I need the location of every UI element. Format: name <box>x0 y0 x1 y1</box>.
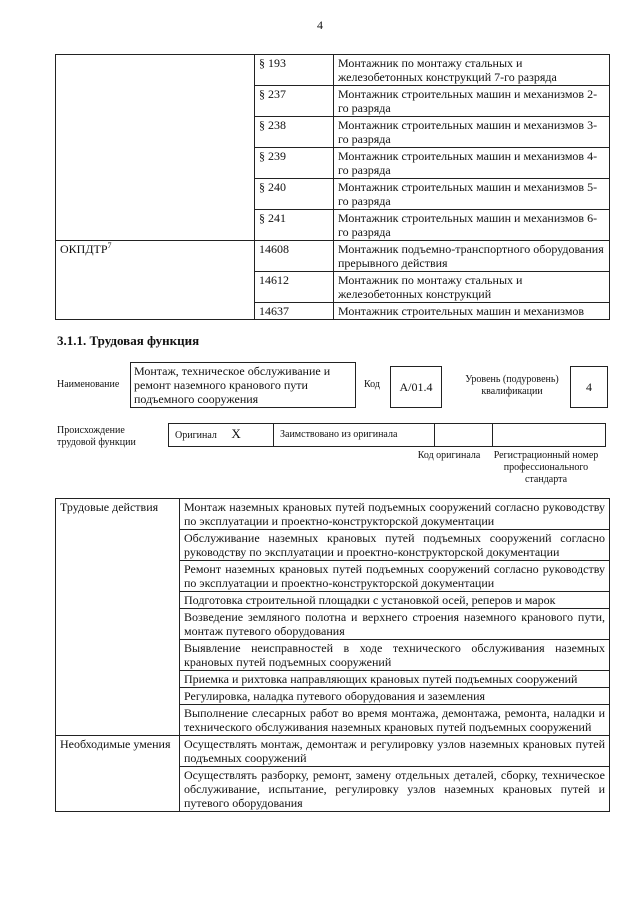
codes-code-cell: 14637 <box>255 303 334 320</box>
codes-row <box>56 55 610 86</box>
name-label: Наименование <box>57 379 120 390</box>
codes-group-cell <box>56 303 255 320</box>
codes-row <box>56 272 610 303</box>
skill-label: Необходимые умения <box>56 736 180 812</box>
code-label: Код <box>364 379 380 390</box>
code-value-box <box>390 366 442 408</box>
codes-group-cell <box>56 272 255 303</box>
borrowed-cell <box>274 424 435 447</box>
skill-row <box>56 736 610 767</box>
labor-action-row <box>56 499 610 530</box>
codes-row <box>56 210 610 241</box>
labor-action-item: Регулировка, наладка путевого оборудования и заземления <box>180 688 610 705</box>
origin-label: Происхождение трудовой функции <box>57 425 136 448</box>
codes-name-cell: Монтажник строительных машин и механизмов 6-го разряда <box>334 210 610 241</box>
codes-row <box>56 117 610 148</box>
codes-name-cell: Монтажник строительных машин и механизмов 3-го разряда <box>334 117 610 148</box>
codes-code-cell: § 239 <box>255 148 334 179</box>
labor-action-item: Выполнение слесарных работ во время монтажа, демонтажа, ремонта, наладки и технического обслуживания наземных крановых путей подъемных сооружений <box>180 705 610 736</box>
codes-name-cell: Монтажник по монтажу стальных и железобетонных конструкций <box>334 272 610 303</box>
codes-group-cell <box>56 86 255 117</box>
section-title: 3.1.1. Трудовая функция <box>57 333 200 348</box>
origin-table <box>168 423 606 447</box>
codes-code-cell: § 238 <box>255 117 334 148</box>
codes-row <box>56 86 610 117</box>
original-cell <box>169 424 274 447</box>
codes-name-cell: Монтажник строительных машин и механизмов 4-го разряда <box>334 148 610 179</box>
labor-action-item: Ремонт наземных крановых путей подъемных сооружений согласно руководству по эксплуатации и проектно-конструкторской документации <box>180 561 610 592</box>
level-value-box <box>570 366 608 408</box>
qualification-codes-table <box>55 54 610 320</box>
reg-number-caption: Регистрационный номер профессионального стандарта <box>493 450 599 485</box>
function-code-value: А/01.4 <box>399 380 433 394</box>
reg-number-cell <box>493 424 606 447</box>
code-original-cell <box>435 424 493 447</box>
skill-item: Осуществлять монтаж, демонтаж и регулировку узлов наземных крановых путей подъемных сооружений <box>180 736 610 767</box>
codes-group-cell <box>56 55 255 86</box>
skill-item: Осуществлять разборку, ремонт, замену отдельных деталей, сборку, техническое обслуживание, испытание, регулировку узлов наземных крановых путей и путевого оборудования <box>180 767 610 812</box>
function-name-box <box>130 362 356 408</box>
codes-code-cell: 14608 <box>255 241 334 272</box>
codes-row <box>56 148 610 179</box>
codes-row <box>56 179 610 210</box>
codes-group-cell <box>56 210 255 241</box>
codes-name-cell: Монтажник строительных машин и механизмов <box>334 303 610 320</box>
codes-name-cell: Монтажник строительных машин и механизмов 5-го разряда <box>334 179 610 210</box>
codes-name-cell: Монтажник строительных машин и механизмов 2-го разряда <box>334 86 610 117</box>
level-label: Уровень (подуровень) квалификации <box>465 374 559 397</box>
code-original-caption: Код оригинала <box>417 450 481 461</box>
labor-action-item: Выявление неисправностей в ходе технического обслуживания наземных крановых путей подъемных сооружений <box>180 640 610 671</box>
labor-actions-table <box>55 498 610 812</box>
labor-action-item: Обслуживание наземных крановых путей подъемных сооружений согласно руководству по эксплуатации и проектно-конструкторской документации <box>180 530 610 561</box>
labor-action-item: Возведение земляного полотна и верхнего строения наземного кранового пути, монтаж путевого оборудования <box>180 609 610 640</box>
codes-row <box>56 303 610 320</box>
codes-group-cell <box>56 241 255 272</box>
function-name-value: Монтаж, техническое обслуживание и ремонт наземного кранового пути подъемного сооружения <box>134 364 331 406</box>
codes-code-cell: § 193 <box>255 55 334 86</box>
codes-group-label: ОКПДТР <box>60 242 108 256</box>
codes-name-cell: Монтажник подъемно-транспортного оборудования прерывного действия <box>334 241 610 272</box>
codes-group-cell <box>56 179 255 210</box>
codes-name-cell: Монтажник по монтажу стальных и железобетонных конструкций 7-го разряда <box>334 55 610 86</box>
page-number: 4 <box>317 18 323 32</box>
level-value: 4 <box>586 380 592 394</box>
codes-group-cell <box>56 148 255 179</box>
labor-action-item: Монтаж наземных крановых путей подъемных сооружений согласно руководству по эксплуатации и проектно-конструкторской документации <box>180 499 610 530</box>
codes-row <box>56 241 610 272</box>
codes-code-cell: 14612 <box>255 272 334 303</box>
labor-action-item: Приемка и рихтовка направляющих крановых путей подъемных сооружений <box>180 671 610 688</box>
codes-code-cell: § 241 <box>255 210 334 241</box>
footnote-mark: 7 <box>107 241 112 250</box>
original-label: Оригинал <box>175 430 217 441</box>
labor-action-item: Подготовка строительной площадки с установкой осей, реперов и марок <box>180 592 610 609</box>
borrowed-label: Заимствовано из оригинала <box>280 429 398 440</box>
original-mark: X <box>231 426 241 441</box>
labor-action-label: Трудовые действия <box>56 499 180 736</box>
codes-code-cell: § 237 <box>255 86 334 117</box>
codes-code-cell: § 240 <box>255 179 334 210</box>
codes-group-cell <box>56 117 255 148</box>
